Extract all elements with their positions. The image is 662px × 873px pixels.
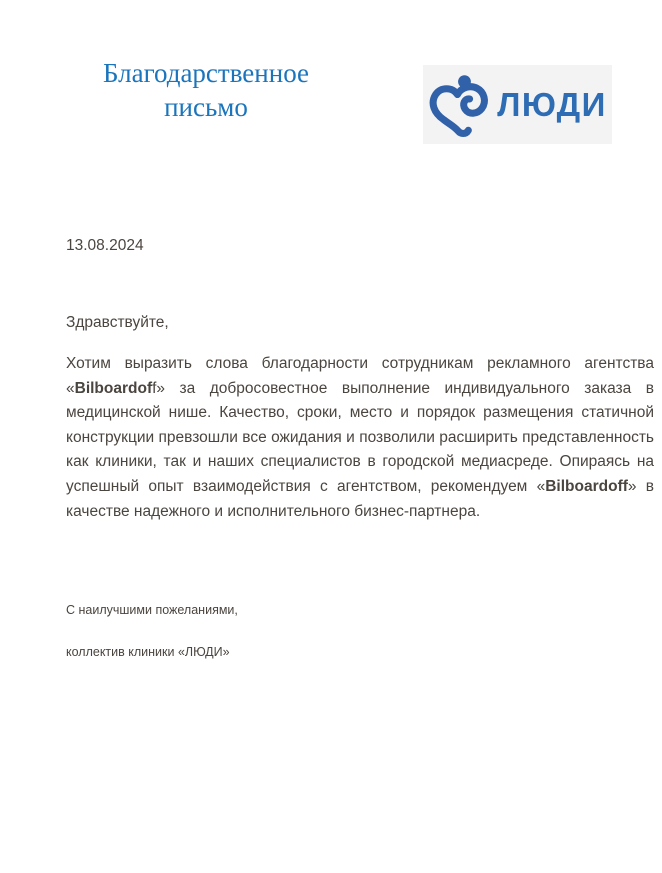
logo-brand-text: ЛЮДИ xyxy=(497,85,607,123)
greeting-text: Здравствуйте, xyxy=(66,314,169,331)
page-title xyxy=(66,56,346,124)
heart-person-icon xyxy=(428,74,492,138)
closing-text: С наилучшими пожеланиями, xyxy=(66,603,238,617)
signature-text: коллектив клиники «ЛЮДИ» xyxy=(66,645,230,659)
letter-body: Хотим выразить слова благодарности сотрудникам рекламного агентства «Bilboardoff» за добросовестное выполнение индивидуального заказа в медицинской нише. Качество, сроки, место и порядок размещения статичной конструкции превзошли все ожидания и позволили расширить представленность как клиники, так и наших специалистов в городской медиасреде. Опираясь на успешный опыт взаимодействия с агентством, рекомендуем «Bilboardoff» в качестве надежного и исполнительного бизнес-партнера. xyxy=(66,355,655,520)
page-title-line-1: Благодарственное xyxy=(102,58,310,88)
clinic-logo xyxy=(423,65,612,144)
letter-date: 13.08.2024 xyxy=(66,237,144,254)
page-title-line-2: письмо xyxy=(164,92,248,122)
